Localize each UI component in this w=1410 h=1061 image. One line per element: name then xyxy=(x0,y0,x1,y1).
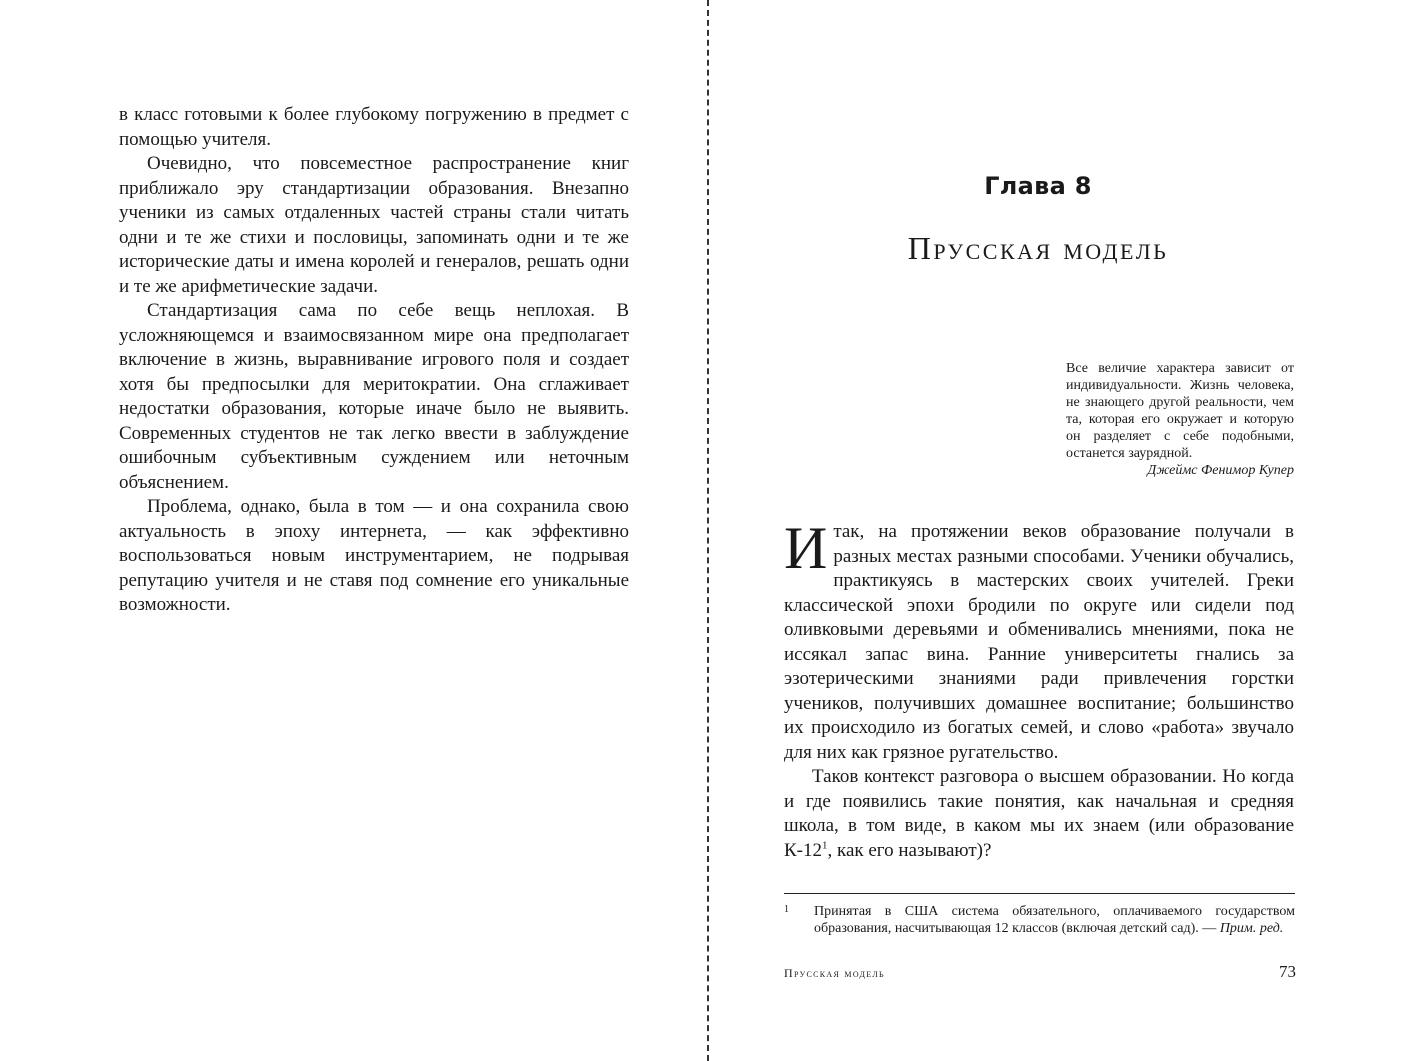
chapter-number: Глава 8 xyxy=(984,172,1092,200)
right-page xyxy=(708,0,1410,1061)
second-paragraph-end: , как его называют)? xyxy=(827,839,992,861)
epigraph-author: Джеймс Фенимор Купер xyxy=(1147,463,1294,478)
chapter-title: Прусская модель xyxy=(907,230,1169,266)
paragraph: Очевидно, что повсеместное распространение книг приближало эру стандартизации образования. Внезапно ученики из самых отдаленных частей страны стали читать одни и те же стихи и пословицы, запоминать одни и те же исторические даты и имена королей и генералов, решать одни и те же арифметические задачи. xyxy=(119,153,629,297)
footnote-mark: 1 xyxy=(784,904,789,915)
footnote-text: Принятая в США система обязательного, оплачиваемого государством образования, насчитывающая 12 классов (включая детский сад). — xyxy=(814,904,1295,936)
footnote-reference[interactable]: 1 xyxy=(822,839,828,852)
paragraph: Стандартизация сама по себе вещь неплохая. В усложняющемся и взаимосвязанном мире она предполагает включение в жизнь, выравнивание игрового поля и создает хотя бы предпосылки для меритократии. Она сглаживает недостатки образования, которые иначе было не выявить. Современных студентов не так легко ввести в заблуждение ошибочным субъективным суждением или неточным объяснением. xyxy=(119,300,629,493)
footnote xyxy=(784,903,1295,937)
second-paragraph-start: Таков контекст разговора о высшем образовании. Но когда и где появились такие понятия, как начальная и средняя школа, в том виде, в каком мы их знаем (или образование К-12 xyxy=(784,766,1294,861)
left-page-body xyxy=(119,103,629,618)
footnote-editor-note: Прим. ред. xyxy=(1219,921,1284,936)
running-head: Прусская модель xyxy=(784,966,885,980)
first-paragraph-text: так, на протяжении веков образование получали в разных местах разными способами. Ученики обучались, практикуясь в мастерских своих учителей. Греки классической эпохи бродили по округе или сидели под оливковыми деревьями и обменивались мнениями, пока не иссякал запас вина. Ранние университеты гнались за эзотерическими знаниями ради привлечения горстки учеников, получивших домашнее воспитание; большинство их происходило из богатых семей, и слово «работа» звучало для них как грязное ругательство. xyxy=(784,521,1294,763)
drop-cap: И xyxy=(784,515,828,581)
paragraph xyxy=(784,765,1294,863)
footnote-rule xyxy=(784,893,1295,894)
epigraph xyxy=(1066,360,1294,479)
epigraph-text: Все величие характера зависит от индивидуальности. Жизнь человека, не знающего другой реальности, чем та, которая его окружает и которую он разделяет с себе подобными, останется заурядной. xyxy=(1066,361,1294,461)
footnote-text-block xyxy=(814,903,1295,937)
paragraph-first xyxy=(784,515,1294,765)
right-page-body xyxy=(784,515,1294,863)
page-number: 73 xyxy=(1279,962,1296,981)
paragraph: в класс готовыми к более глубокому погружению в предмет с помощью учителя. xyxy=(119,104,629,150)
paragraph: Проблема, однако, была в том — и она сохранила свою актуальность в эпоху интернета, — как эффективно воспользоваться новым инструментарием, не подрывая репутацию учителя и не ставя под сомнение его уникальные возможности. xyxy=(119,496,629,615)
